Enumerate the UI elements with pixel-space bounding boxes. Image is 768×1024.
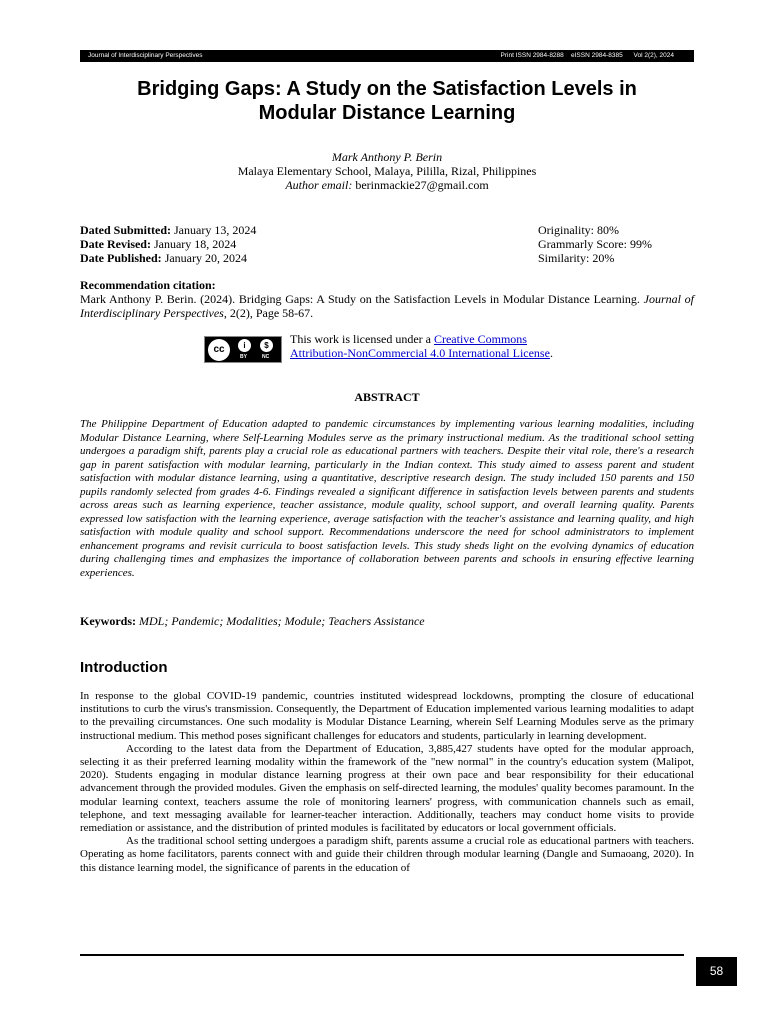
paragraph: As the traditional school setting undergoes a paradigm shift, parents assume a crucial role as educational partners with teachers. Operating as home facilitators, parents connect with and guide their children through modular learning (Dangle and Sumaoang, 2020). In this distance learning model, the significance of parents in the education of	[80, 835, 694, 874]
citation-part-1: Mark Anthony P. Berin. (2024). Bridging Gaps: A Study on the Satisfaction Levels in Modular Distance Learning.	[80, 292, 640, 306]
keywords-values: MDL; Pandemic; Modalities; Module; Teachers Assistance	[139, 614, 425, 628]
license-link-line-2[interactable]: Attribution-NonCommercial 4.0 International License	[290, 346, 550, 360]
journal-name: Journal of Interdisciplinary Perspectives	[88, 52, 203, 59]
date-revised	[80, 237, 256, 251]
issn-volume: Print ISSN 2984-8288 eISSN 2984-8385 Vol 2(2), 2024	[500, 52, 674, 59]
introduction-heading: Introduction	[80, 659, 168, 676]
recommendation-citation	[80, 278, 694, 320]
author-email-line	[80, 178, 694, 192]
date-value: January 13, 2024	[174, 223, 257, 237]
date-label: Date Revised:	[80, 237, 151, 251]
citation-journal: Journal of Interdisciplinary Perspectives	[80, 292, 694, 320]
date-label: Date Published:	[80, 251, 162, 265]
citation-heading: Recommendation citation:	[80, 278, 216, 292]
citation-text	[80, 292, 694, 320]
introduction-body	[80, 690, 694, 875]
license-prefix: This work is licensed under a	[290, 332, 434, 346]
journal-header-bar	[80, 50, 694, 62]
author-name: Mark Anthony P. Berin	[331, 150, 443, 164]
author-block	[80, 150, 694, 192]
license-text	[290, 332, 610, 360]
date-published	[80, 251, 256, 265]
keywords	[80, 614, 694, 629]
originality-score: Originality: 80%	[538, 223, 619, 237]
similarity-score: Similarity: 20%	[538, 251, 615, 265]
cc-by-nc-badge[interactable]	[204, 336, 282, 363]
author-email-label: Author email:	[285, 178, 353, 192]
date-label: Dated Submitted:	[80, 223, 172, 237]
paragraph: According to the latest data from the Department of Education, 3,885,427 students have opted for the modular approach, selecting it as their preferred learning modality within the framework of the "new normal" in the country's education system (Malipot, 2020). Students engaging in modular distance learning progress at their own pace and bear responsibility for their educational advancement through the provided modules. Given the emphasis on self-directed learning, the modules' quality becomes paramount. In the modular learning context, teachers assume the role of monitoring learners' progress, with communication channels such as email, telephone, and text messaging available for learner-teacher interaction. Additionally, teachers may conduct home visits to provide remediation or assistance, and the distribution of printed modules is facilitated by educators or local government officials.	[80, 742, 694, 835]
by-label: BY	[240, 354, 247, 360]
paper-title	[80, 77, 694, 125]
date-value: January 18, 2024	[153, 237, 237, 251]
citation-part-2: , 2(2), Page 58-67.	[223, 306, 314, 320]
date-submitted	[80, 223, 256, 237]
license-suffix: .	[549, 346, 553, 360]
grammarly-score: Grammarly Score: 99%	[538, 237, 652, 251]
no-dollar-icon: $	[260, 339, 273, 352]
title-line-1: Bridging Gaps: A Study on the Satisfaction Levels in	[137, 78, 637, 100]
nc-label: NC	[262, 354, 270, 360]
keywords-label: Keywords:	[80, 614, 136, 628]
license-link-line-1[interactable]: Creative Commons	[433, 332, 527, 346]
page-number: 58	[696, 957, 737, 986]
cc-icon: cc	[208, 339, 230, 361]
publication-dates	[80, 223, 256, 265]
footer-divider	[80, 954, 684, 956]
person-icon: i	[238, 339, 251, 352]
date-value: January 20, 2024	[164, 251, 248, 265]
author-affiliation: Malaya Elementary School, Malaya, Pililla, Rizal, Philippines	[237, 164, 537, 178]
paragraph: In response to the global COVID-19 pandemic, countries instituted widespread lockdowns, prompting the closure of educational institutions to curb the virus's transmission. Consequently, the Department of Education implemented various learning modalities to adapt to the prevailing circumstances. One such modality is Modular Distance Learning, wherein Self Learning Modules serve as the primary instructional medium. This method poses significant challenges for educators and students, particularly in learning development.	[80, 690, 694, 742]
quality-metrics	[538, 223, 652, 265]
abstract-text: The Philippine Department of Education adapted to pandemic circumstances by implementing various learning modalities, including Modular Distance Learning, where Self-Learning Modules serve as the primary instructional medium. As the traditional school setting undergoes a paradigm shift, parents play a crucial role as educational partners with teachers. Despite their vital role, there's a research gap in parent satisfaction with modular learning, particularly in the Indian context. This study aimed to assess parent and student satisfaction with modular distance learning, using a quantitative, descriptive research design. The study included 150 parents and 150 pupils randomly selected from grades 4-6. Findings revealed a significant difference in satisfaction levels between parents and students across areas such as learning experience, teacher assistance, module quality, school support, and overall learning quality. Parents expressed low satisfaction with the learning experience, average satisfaction with the teacher's assistance and learning quality, and high satisfaction with module quality and school support. Recommendations underscore the need for school administrators to implement enhancement programs and revisit curricula to boost satisfaction levels. This study sheds light on the evolving dynamics of education during challenging times and emphasizes the importance of collaboration between parents and schools in ensuring effective learning experiences.	[80, 418, 694, 579]
title-line-2: Modular Distance Learning	[258, 102, 516, 124]
abstract-heading: ABSTRACT	[354, 390, 420, 404]
author-email[interactable]: berinmackie27@gmail.com	[355, 178, 489, 192]
